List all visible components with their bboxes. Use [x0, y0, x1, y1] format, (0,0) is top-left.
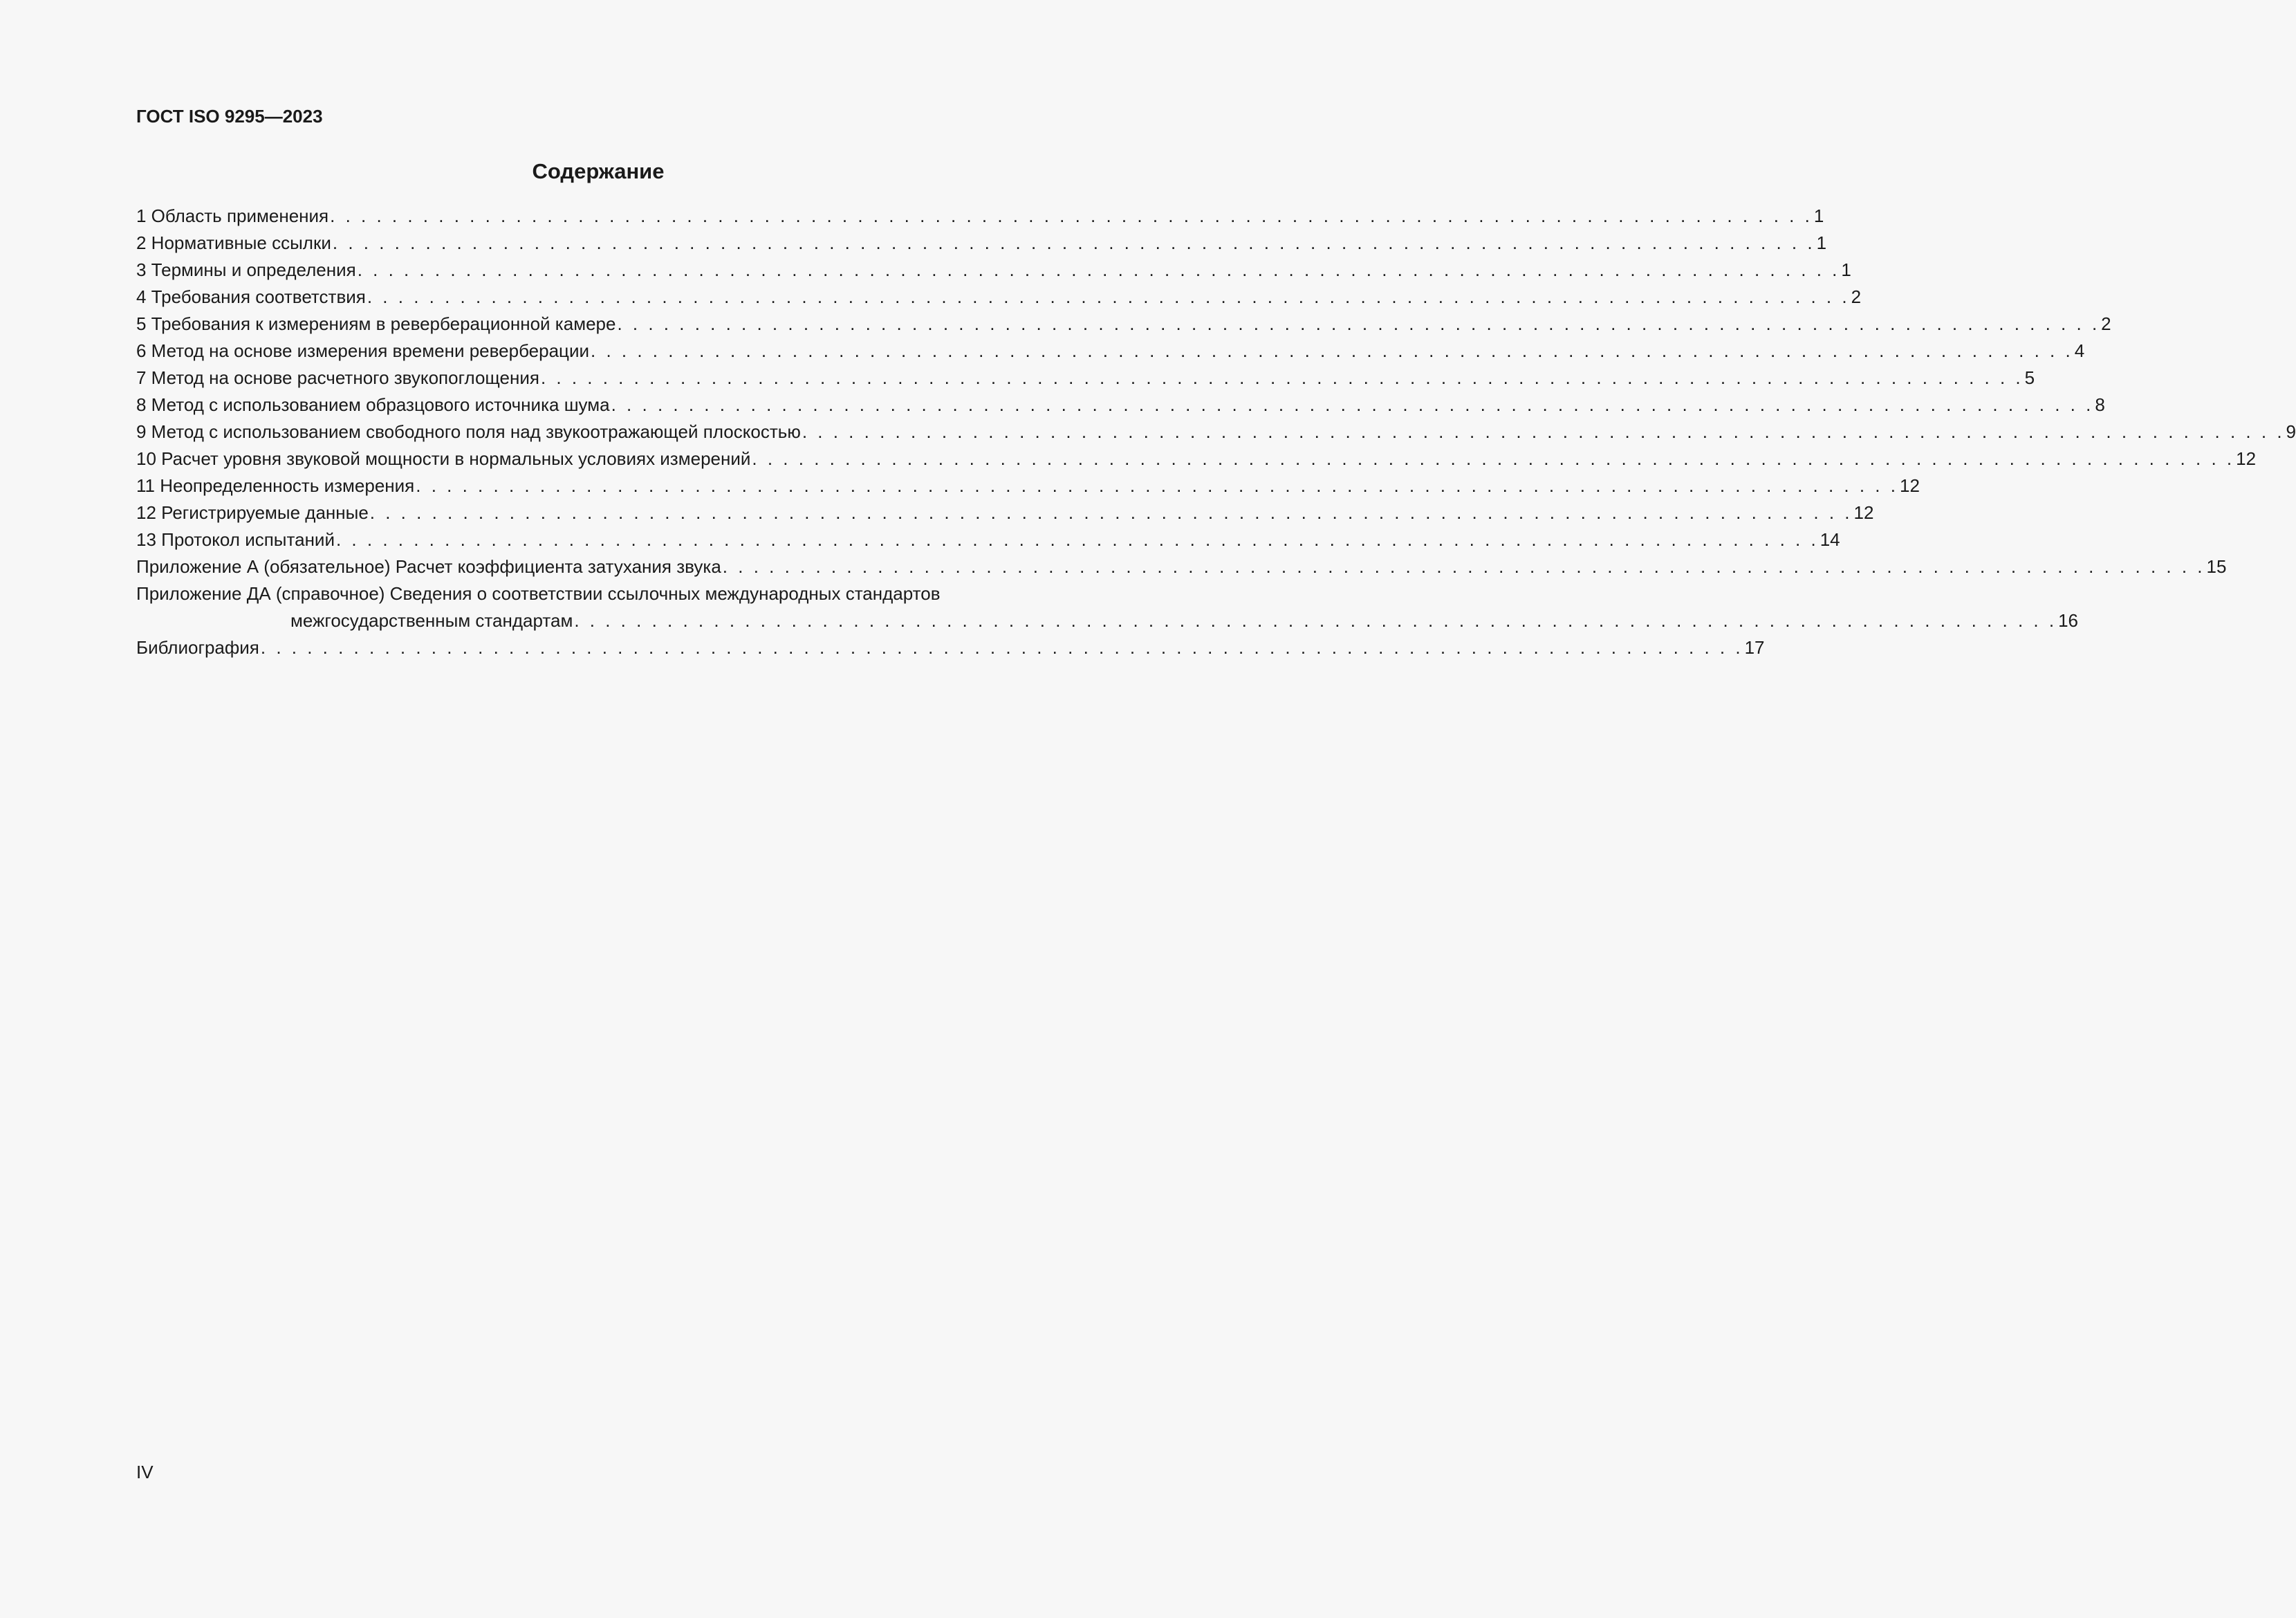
- toc-entry-normative-references[interactable]: [136, 230, 1827, 257]
- toc-dot-leader: . . . . . . . . . . . . . . . . . . . . . . . . . . . . . . . . . . . . . . . . . . . . . . . . . . . . . . . . . . . . . . . . . . . . . . . . . . . . . . . . . . . . . . . . . . . . . . . .: [369, 502, 1853, 523]
- toc-page-number: 5: [2024, 367, 2035, 388]
- page-number: IV: [136, 1462, 154, 1482]
- table-of-contents: [136, 203, 2296, 661]
- toc-entry-uncertainty[interactable]: [136, 472, 1920, 499]
- toc-dot-leader: . . . . . . . . . . . . . . . . . . . . . . . . . . . . . . . . . . . . . . . . . . . . . . . . . . . . . . . . . . . . . . . . . . . . . . . . . . . . . . . . . . . . . . . . . . . . . . . .: [357, 259, 1840, 280]
- toc-dot-leader: . . . . . . . . . . . . . . . . . . . . . . . . . . . . . . . . . . . . . . . . . . . . . . . . . . . . . . . . . . . . . . . . . . . . . . . . . . . . . . . . . . . . . . . . . . . . . . . .: [574, 610, 2057, 631]
- toc-entry-text: 5 Требования к измерениям в реверберационной камере: [136, 313, 616, 334]
- toc-entry-text: 1 Область применения: [136, 205, 329, 226]
- toc-page-number: 1: [1841, 259, 1851, 280]
- toc-page-number: 8: [2095, 394, 2105, 415]
- toc-dot-leader: . . . . . . . . . . . . . . . . . . . . . . . . . . . . . . . . . . . . . . . . . . . . . . . . . . . . . . . . . . . . . . . . . . . . . . . . . . . . . . . . . . . . . . . . . . . . . . . .: [540, 367, 2024, 388]
- toc-page-number: 12: [2236, 448, 2257, 469]
- toc-page-number: 2: [1851, 286, 1862, 307]
- toc-entry-reference-sound-source-method[interactable]: [136, 392, 2105, 419]
- toc-entry-normal-conditions-calculation[interactable]: [136, 445, 2257, 472]
- toc-entry-recorded-data[interactable]: [136, 499, 1874, 526]
- toc-dot-leader: . . . . . . . . . . . . . . . . . . . . . . . . . . . . . . . . . . . . . . . . . . . . . . . . . . . . . . . . . . . . . . . . . . . . . . . . . . . . . . . . . . . . . . . . . . . . . . . .: [617, 313, 2100, 334]
- toc-entry-text: Приложение А (обязательное) Расчет коэффициента затухания звука: [136, 556, 721, 577]
- toc-dot-leader: . . . . . . . . . . . . . . . . . . . . . . . . . . . . . . . . . . . . . . . . . . . . . . . . . . . . . . . . . . . . . . . . . . . . . . . . . . . . . . . . . . . . . . . . . . . . . . . .: [367, 286, 1850, 307]
- document-code: ГОСТ ISO 9295—2023: [136, 106, 323, 127]
- toc-title: Содержание: [532, 159, 665, 183]
- toc-page-number: 16: [2058, 610, 2078, 631]
- toc-entry-terms[interactable]: [136, 257, 1851, 284]
- toc-entry-text: 11 Неопределенность измерения: [136, 475, 415, 496]
- toc-entry-free-field-method[interactable]: [136, 419, 2296, 445]
- toc-dot-leader: . . . . . . . . . . . . . . . . . . . . . . . . . . . . . . . . . . . . . . . . . . . . . . . . . . . . . . . . . . . . . . . . . . . . . . . . . . . . . . . . . . . . . . . . . . . . . . . .: [752, 448, 2235, 469]
- toc-entry-bibliography[interactable]: [136, 634, 1765, 661]
- toc-page-number: 1: [1816, 232, 1827, 253]
- toc-dot-leader: . . . . . . . . . . . . . . . . . . . . . . . . . . . . . . . . . . . . . . . . . . . . . . . . . . . . . . . . . . . . . . . . . . . . . . . . . . . . . . . . . . . . . . . . . . . . . . . .: [335, 529, 1819, 550]
- toc-entry-reverberation-time-method[interactable]: [136, 338, 2085, 365]
- toc-entry-text: 8 Метод с использованием образцового источника шума: [136, 394, 610, 415]
- toc-entry-conformance[interactable]: [136, 284, 1862, 311]
- toc-dot-leader: . . . . . . . . . . . . . . . . . . . . . . . . . . . . . . . . . . . . . . . . . . . . . . . . . . . . . . . . . . . . . . . . . . . . . . . . . . . . . . . . . . . . . . . . . . . . . . . .: [722, 556, 2205, 577]
- toc-dot-leader: . . . . . . . . . . . . . . . . . . . . . . . . . . . . . . . . . . . . . . . . . . . . . . . . . . . . . . . . . . . . . . . . . . . . . . . . . . . . . . . . . . . . . . . . . . . . . . . .: [591, 340, 2073, 361]
- toc-entry-text: 2 Нормативные ссылки: [136, 232, 331, 253]
- toc-page-number: 12: [1899, 475, 1920, 496]
- toc-entry-annex-a[interactable]: [136, 553, 2227, 580]
- toc-page-number: 15: [2206, 556, 2227, 577]
- toc-entry-reverberation-room[interactable]: [136, 311, 2111, 338]
- toc-entry-test-report[interactable]: [136, 526, 1840, 553]
- toc-entry-text: 4 Требования соответствия: [136, 286, 366, 307]
- toc-dot-leader: . . . . . . . . . . . . . . . . . . . . . . . . . . . . . . . . . . . . . . . . . . . . . . . . . . . . . . . . . . . . . . . . . . . . . . . . . . . . . . . . . . . . . . . . . . . . . . . .: [416, 475, 1898, 496]
- toc-dot-leader: . . . . . . . . . . . . . . . . . . . . . . . . . . . . . . . . . . . . . . . . . . . . . . . . . . . . . . . . . . . . . . . . . . . . . . . . . . . . . . . . . . . . . . . . . . . . . . . .: [802, 421, 2285, 442]
- toc-page-number: 12: [1853, 502, 1874, 523]
- toc-entry-text: 13 Протокол испытаний: [136, 529, 335, 550]
- toc-page-number: 14: [1820, 529, 1840, 550]
- toc-entry-text: Приложение ДА (справочное) Сведения о соответствии ссылочных международных стандартов: [136, 583, 941, 604]
- toc-page-number: 17: [1744, 637, 1765, 658]
- toc-entry-text: 7 Метод на основе расчетного звукопоглощения: [136, 367, 539, 388]
- toc-page-number: 1: [1813, 205, 1824, 226]
- toc-dot-leader: . . . . . . . . . . . . . . . . . . . . . . . . . . . . . . . . . . . . . . . . . . . . . . . . . . . . . . . . . . . . . . . . . . . . . . . . . . . . . . . . . . . . . . . . . . . . . . . .: [332, 232, 1815, 253]
- toc-entry-scope[interactable]: [136, 203, 1824, 230]
- toc-page-number: 4: [2074, 340, 2085, 361]
- toc-dot-leader: . . . . . . . . . . . . . . . . . . . . . . . . . . . . . . . . . . . . . . . . . . . . . . . . . . . . . . . . . . . . . . . . . . . . . . . . . . . . . . . . . . . . . . . . . . . . . . . .: [611, 394, 2094, 415]
- toc-entry-text: 3 Термины и определения: [136, 259, 356, 280]
- toc-dot-leader: . . . . . . . . . . . . . . . . . . . . . . . . . . . . . . . . . . . . . . . . . . . . . . . . . . . . . . . . . . . . . . . . . . . . . . . . . . . . . . . . . . . . . . . . . . . . . . . .: [260, 637, 1743, 658]
- toc-page-number: 2: [2101, 313, 2111, 334]
- toc-dot-leader: . . . . . . . . . . . . . . . . . . . . . . . . . . . . . . . . . . . . . . . . . . . . . . . . . . . . . . . . . . . . . . . . . . . . . . . . . . . . . . . . . . . . . . . . . . . . . . . .: [330, 205, 1813, 226]
- toc-entry-text: Библиография: [136, 637, 259, 658]
- toc-entry-text: 10 Расчет уровня звуковой мощности в нормальных условиях измерений: [136, 448, 751, 469]
- toc-entry-text: 9 Метод с использованием свободного поля над звукоотражающей плоскостью: [136, 421, 801, 442]
- toc-entry-annex-da[interactable]: [136, 580, 2078, 634]
- toc-entry-calculated-absorption-method[interactable]: [136, 365, 2035, 392]
- toc-entry-text: 12 Регистрируемые данные: [136, 502, 369, 523]
- toc-page-number: 9: [2286, 421, 2296, 442]
- toc-entry-text-continuation: межгосударственным стандартам: [290, 610, 573, 631]
- toc-entry-text: 6 Метод на основе измерения времени реверберации: [136, 340, 589, 361]
